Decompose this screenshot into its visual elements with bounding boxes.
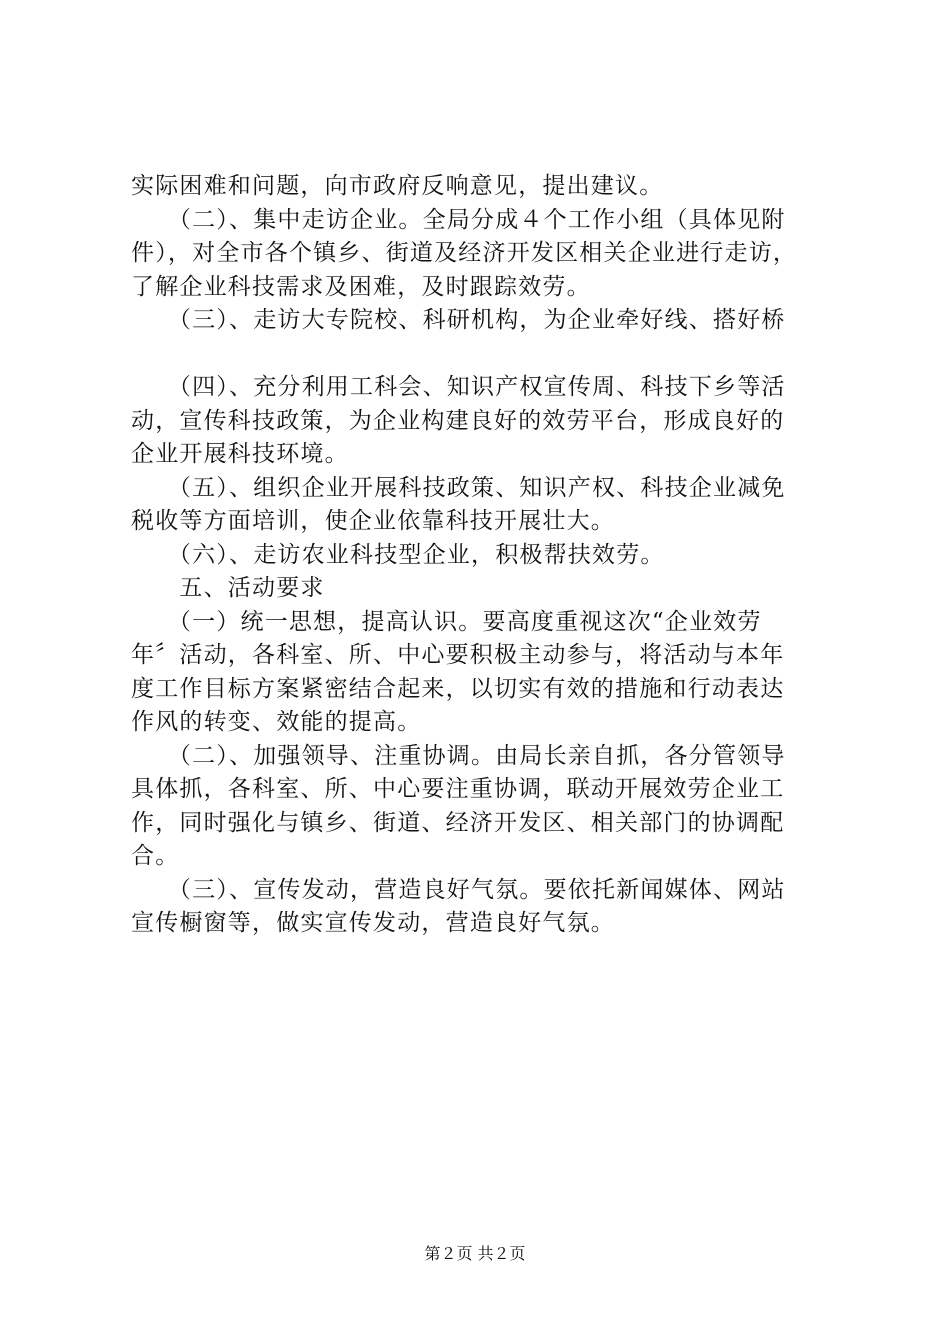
text-line: 作风的转变、效能的提高。 [131, 709, 422, 735]
blank-line [131, 338, 847, 372]
text-line: 动，宣传科技政策，为企业构建良好的效劳平台，形成良好的 [131, 407, 785, 434]
text-line: 宣传橱窗等，做实宣传发动，营造良好气氛。 [131, 910, 615, 936]
text-line: （二）、加强领导、注重协调。由局长亲自抓，各分管领导 [131, 742, 786, 769]
text-line: 税收等方面培训，使企业依靠科技开展壮大。 [131, 508, 615, 534]
document-body [131, 170, 847, 941]
text-line: 作，同时强化与镇乡、街道、经济开发区、相关部门的协调配 [131, 809, 785, 836]
text-line: 具体抓，各科室、所、中心要注重协调，联动开展效劳企业工 [131, 776, 785, 802]
text-line: 合。 [131, 843, 180, 869]
text-line: 件），对全市各个镇乡、街道及经济开发区相关企业进行走访， [131, 240, 798, 266]
text-line: （五）、组织企业开展科技政策、知识产权、科技企业减免 [131, 474, 786, 501]
text-line: （三）、走访大专院校、科研机构，为企业牵好线、搭好桥 [131, 307, 786, 333]
text-line: （三）、宣传发动，营造良好气氛。要依托新闻媒体、网站 [131, 876, 786, 903]
text-line: 年〞活动，各科室、所、中心要积极主动参与，将活动与本年 [131, 642, 785, 668]
section-heading: 五、活动要求 [131, 575, 325, 601]
page-number-footer: 第２页 共２页 [424, 1244, 526, 1263]
text-line: （一）统一思想，提高认识。要高度重视这次“企业效劳 [131, 608, 762, 635]
text-line: （六）、走访农业科技型企业，积极帮扶效劳。 [131, 541, 665, 568]
text-line: （二）、集中走访企业。全局分成４个工作小组（具体见附 [131, 206, 786, 233]
text-line: 实际困难和问题，向市政府反响意见，提出建议。 [131, 173, 664, 199]
text-line: 度工作目标方案紧密结合起来，以切实有效的措施和行动表达 [131, 675, 785, 702]
text-line: 了解企业科技需求及困难，及时跟踪效劳。 [131, 273, 591, 300]
text-line: 企业开展科技环境。 [131, 441, 349, 467]
text-line: （四）、充分利用工科会、知识产权宣传周、科技下乡等活 [131, 374, 786, 400]
